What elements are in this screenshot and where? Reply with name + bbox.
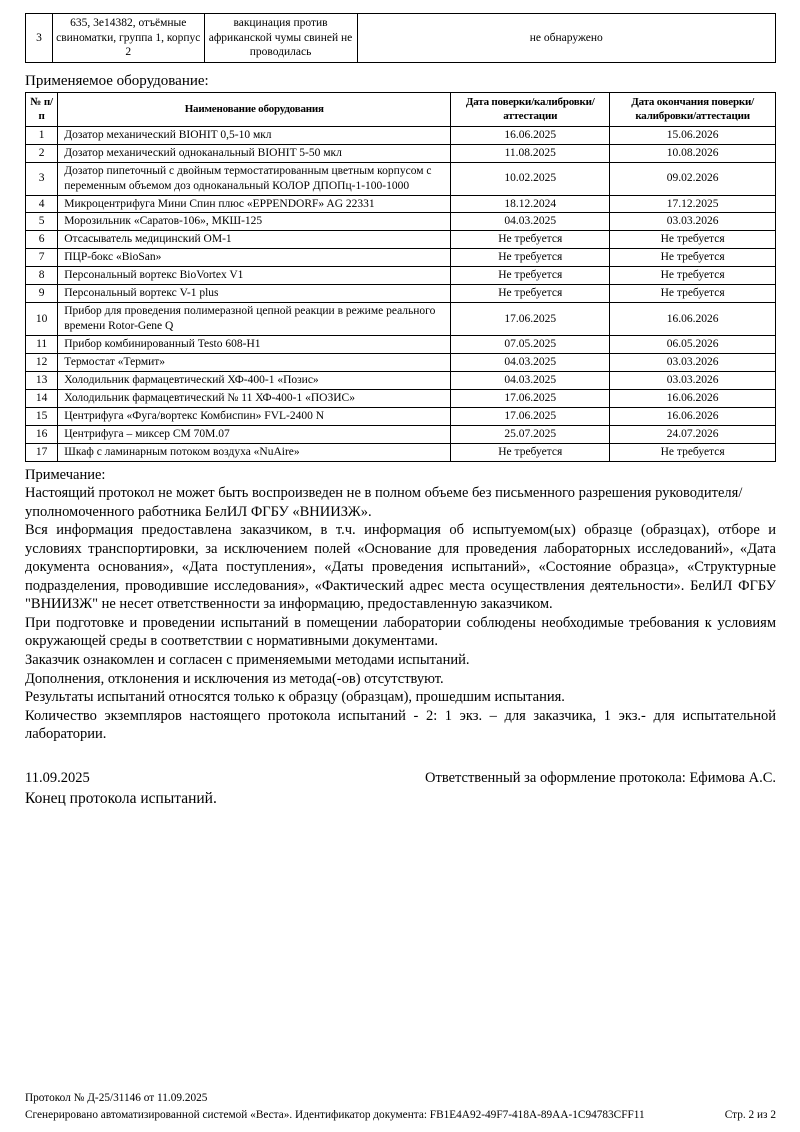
equipment-cal-date: Не требуется	[451, 267, 610, 285]
notes-label: Примечание:	[25, 466, 106, 483]
equipment-row	[26, 336, 776, 354]
equipment-row	[26, 213, 776, 231]
note-paragraph: Количество экземпляров настоящего протокола испытаний - 2: 1 экз. – для заказчика, 1 экз.- для испытательной лаборатории.	[25, 707, 776, 743]
equipment-cal-end-date: 16.06.2026	[610, 407, 776, 425]
page-footer	[25, 1090, 776, 1124]
equipment-cal-date: 17.06.2025	[451, 389, 610, 407]
equipment-row	[26, 126, 776, 144]
equipment-num: 4	[26, 195, 58, 213]
equipment-num: 10	[26, 303, 58, 336]
equipment-cal-end-date: 03.03.2026	[610, 213, 776, 231]
equipment-row	[26, 371, 776, 389]
equipment-cal-date: Не требуется	[451, 443, 610, 461]
equipment-cal-end-date: 03.03.2026	[610, 371, 776, 389]
equipment-cal-date: 11.08.2025	[451, 144, 610, 162]
footer-protocol-number: Протокол № Д-25/31146 от 11.09.2025	[25, 1092, 208, 1105]
equipment-row	[26, 267, 776, 285]
equipment-num: 15	[26, 407, 58, 425]
equipment-cal-end-date: 09.02.2026	[610, 162, 776, 195]
equipment-row	[26, 231, 776, 249]
equipment-row	[26, 195, 776, 213]
equipment-cal-date: 17.06.2025	[451, 407, 610, 425]
equipment-num: 7	[26, 249, 58, 267]
sample-results-table	[25, 13, 776, 63]
equipment-name: Центрифуга – миксер СМ 70М.07	[58, 425, 451, 443]
equipment-row	[26, 425, 776, 443]
equipment-cal-date: 10.02.2025	[451, 162, 610, 195]
equipment-section-title: Применяемое оборудование:	[25, 73, 209, 90]
equipment-name: Прибор для проведения полимеразной цепной реакции в режиме реального времени Rotor-Gene Q	[58, 303, 451, 336]
equipment-name: Микроцентрифуга Мини Спин плюс «EPPENDORF» AG 22331	[58, 195, 451, 213]
note-paragraph: Вся информация предоставлена заказчиком, в т.ч. информация об испытуемом(ых) образце (образцах), отборе и условиях транспортировки, за исключением полей «Основание для проведения лабораторных исследований», «Дата документа основания», «Дата поступления», «Даты проведения испытаний», «Состояние образца», «Структурные подразделения, проводившие исследования», «Фактический адрес места осуществления деятельности». БелИЛ ФГБУ "ВНИИЗЖ" не несет ответственности за информацию, предоставленную заказчиком.	[25, 522, 776, 613]
equipment-cal-date: 18.12.2024	[451, 195, 610, 213]
equipment-table	[25, 92, 776, 461]
equipment-header-date-end: Дата окончания поверки/калибровки/аттестации	[610, 93, 776, 127]
equipment-name: Холодильник фармацевтический № 11 ХФ-400-1 «ПОЗИС»	[58, 389, 451, 407]
protocol-date: 11.09.2025	[25, 769, 90, 786]
equipment-cal-end-date: 15.06.2026	[610, 126, 776, 144]
footer-generated-text: Сгенерировано автоматизированной системой «Веста». Идентификатор документа: FB1E4A92-49F7-418A-89AA-1C94783CFF11	[25, 1109, 645, 1122]
equipment-cal-end-date: Не требуется	[610, 443, 776, 461]
equipment-cal-end-date: Не требуется	[610, 231, 776, 249]
equipment-name: Дозатор механический одноканальный BIOHIT 5-50 мкл	[58, 144, 451, 162]
equipment-header-date: Дата поверки/калибровки/аттестации	[451, 93, 610, 127]
equipment-cal-end-date: 16.06.2026	[610, 389, 776, 407]
equipment-name: Морозильник «Саратов-106», МКШ-125	[58, 213, 451, 231]
equipment-name: Холодильник фармацевтический ХФ-400-1 «Позис»	[58, 371, 451, 389]
equipment-name: Прибор комбинированный Testo 608-H1	[58, 336, 451, 354]
equipment-cal-end-date: 16.06.2026	[610, 303, 776, 336]
equipment-num: 1	[26, 126, 58, 144]
equipment-name: Отсасыватель медицинский ОМ-1	[58, 231, 451, 249]
equipment-row	[26, 144, 776, 162]
equipment-cal-date: Не требуется	[451, 285, 610, 303]
equipment-cal-date: 04.03.2025	[451, 213, 610, 231]
equipment-cal-date: 25.07.2025	[451, 425, 610, 443]
equipment-cal-end-date: 03.03.2026	[610, 353, 776, 371]
note-paragraph: Заказчик ознакомлен и согласен с применяемыми методами испытаний.	[25, 652, 470, 669]
equipment-num: 9	[26, 285, 58, 303]
equipment-cal-date: 17.06.2025	[451, 303, 610, 336]
sample-description: 635, 3е14382, отъёмные свиноматки, группа 1, корпус 2	[53, 14, 205, 63]
equipment-row	[26, 249, 776, 267]
footer-generated-line	[25, 1107, 776, 1124]
equipment-cal-end-date: Не требуется	[610, 249, 776, 267]
equipment-num: 12	[26, 353, 58, 371]
equipment-cal-end-date: 17.12.2025	[610, 195, 776, 213]
equipment-cal-end-date: 10.08.2026	[610, 144, 776, 162]
equipment-name: Дозатор пипеточный с двойным термостатированным цветным корпусом с переменным объемом доз одноканальный КОЛОР ДПОПц-1-100-1000	[58, 162, 451, 195]
equipment-num: 17	[26, 443, 58, 461]
equipment-name: Термостат «Термит»	[58, 353, 451, 371]
equipment-cal-date: Не требуется	[451, 231, 610, 249]
equipment-name: Центрифуга «Фуга/вортекс Комбиспин» FVL-2400 N	[58, 407, 451, 425]
equipment-row	[26, 443, 776, 461]
note-paragraph: Настоящий протокол не может быть воспроизведен не в полном объеме без письменного разрешения руководителя/уполномоченного работника БелИЛ ФГБУ «ВНИИЗЖ».	[25, 485, 743, 520]
equipment-cal-date: 04.03.2025	[451, 353, 610, 371]
sample-row	[26, 14, 776, 63]
signature-row	[25, 770, 776, 787]
vaccination-info: вакцинация против африканской чумы свиней не проводилась	[204, 14, 357, 63]
sample-row-number: 3	[26, 14, 53, 63]
equipment-name: Персональный вортекс V-1 plus	[58, 285, 451, 303]
note-paragraph: Дополнения, отклонения и исключения из метода(-ов) отсутствуют.	[25, 670, 444, 687]
equipment-cal-date: 04.03.2025	[451, 371, 610, 389]
equipment-row	[26, 162, 776, 195]
footer-page-number: Стр. 2 из 2	[724, 1109, 776, 1122]
equipment-header-row	[26, 93, 776, 127]
equipment-cal-end-date: Не требуется	[610, 285, 776, 303]
equipment-row	[26, 407, 776, 425]
equipment-num: 16	[26, 425, 58, 443]
equipment-header-name: Наименование оборудования	[58, 93, 451, 127]
equipment-name: Шкаф с ламинарным потоком воздуха «NuAire»	[58, 443, 451, 461]
end-of-protocol-line: Конец протокола испытаний.	[25, 789, 217, 807]
equipment-cal-date: 16.06.2025	[451, 126, 610, 144]
equipment-num: 3	[26, 162, 58, 195]
equipment-row	[26, 303, 776, 336]
equipment-num: 8	[26, 267, 58, 285]
equipment-num: 5	[26, 213, 58, 231]
equipment-num: 14	[26, 389, 58, 407]
equipment-name: Дозатор механический BIOHIT 0,5-10 мкл	[58, 126, 451, 144]
equipment-name: Персональный вортекс BioVortex V1	[58, 267, 451, 285]
responsible-person: Ответственный за оформление протокола: Ефимова А.С.	[425, 769, 776, 786]
equipment-cal-date: 07.05.2025	[451, 336, 610, 354]
equipment-cal-end-date: 24.07.2026	[610, 425, 776, 443]
note-paragraph: При подготовке и проведении испытаний в помещении лаборатории соблюдены необходимые требования к условиям окружающей среды в соответствии с нормативными документами.	[25, 614, 776, 650]
equipment-row	[26, 353, 776, 371]
equipment-row	[26, 389, 776, 407]
note-paragraph: Результаты испытаний относятся только к образцу (образцам), прошедшим испытания.	[25, 689, 565, 706]
equipment-num: 13	[26, 371, 58, 389]
equipment-cal-end-date: Не требуется	[610, 267, 776, 285]
test-result: не обнаружено	[357, 14, 776, 63]
equipment-cal-end-date: 06.05.2026	[610, 336, 776, 354]
equipment-row	[26, 285, 776, 303]
equipment-num: 6	[26, 231, 58, 249]
equipment-header-num: № п/п	[26, 93, 58, 127]
equipment-num: 2	[26, 144, 58, 162]
equipment-cal-date: Не требуется	[451, 249, 610, 267]
equipment-num: 11	[26, 336, 58, 354]
equipment-name: ПЦР-бокс «BioSan»	[58, 249, 451, 267]
notes-section	[25, 466, 776, 744]
